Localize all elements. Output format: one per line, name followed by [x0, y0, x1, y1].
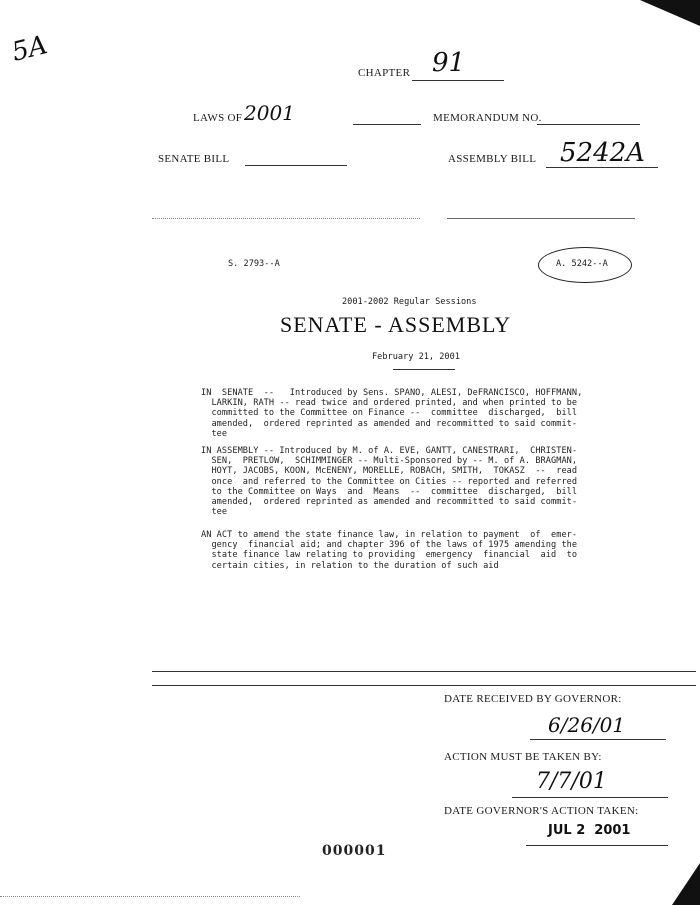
action-taken-label: DATE GOVERNOR'S ACTION TAKEN: [444, 805, 639, 817]
assembly-bill-line [546, 167, 658, 168]
action-deadline-value: 7/7/01 [536, 769, 607, 794]
chapter-value: 91 [432, 48, 466, 78]
bill-date: February 21, 2001 [372, 352, 460, 362]
senate-introduction-paragraph: IN SENATE -- Introduced by Sens. SPANO, ALESI, DeFRANCISCO, HOFFMANN, LARKIN, RATH -- read twice and ordered printed, and when printed to be committed to the Committee on Finance -- committee discharged, bill amended, ordered reprinted as amended and recommitted to said commit- tee [201, 388, 583, 439]
senate-bill-label: SENATE BILL [158, 153, 230, 165]
laws-blank-line [353, 124, 421, 125]
faint-line-left [152, 218, 420, 219]
chapter-label: CHAPTER [358, 67, 411, 79]
corner-mark-bottom [672, 863, 700, 905]
faint-line-right [447, 218, 635, 219]
chapter-underline [412, 80, 504, 81]
margin-mark: 5A [8, 30, 51, 68]
assembly-bill-label: ASSEMBLY BILL [448, 153, 537, 165]
date-received-label: DATE RECEIVED BY GOVERNOR: [444, 693, 622, 705]
divider-rule-1 [152, 671, 696, 672]
laws-value: 2001 [244, 101, 295, 125]
session-label: 2001-2002 Regular Sessions [342, 297, 477, 307]
page-title: SENATE - ASSEMBLY [280, 312, 512, 337]
date-received-line [530, 739, 666, 740]
action-deadline-line [512, 797, 668, 798]
act-paragraph: AN ACT to amend the state finance law, in relation to payment of emer- gency financial aid; and chapter 396 of the laws of 1975 amending the state finance law relating to providing emergency financial aid to certain cities, in relation to the duration of such aid [201, 530, 578, 571]
action-deadline-label: ACTION MUST BE TAKEN BY: [444, 751, 602, 763]
memo-label: MEMORANDUM NO. [433, 112, 542, 124]
date-underline [393, 369, 455, 370]
laws-label: LAWS OF [193, 112, 243, 124]
action-taken-line [526, 845, 668, 846]
senate-number: S. 2793--A [228, 259, 280, 269]
action-taken-stamp: JUL 2 2001 [548, 823, 631, 838]
corner-mark-top [640, 0, 700, 26]
date-received-value: 6/26/01 [548, 713, 626, 737]
footer-stamp: 000001 [322, 843, 387, 859]
bottom-scan-edge [0, 896, 300, 897]
assembly-number: A. 5242--A [556, 259, 608, 269]
divider-rule-2 [152, 685, 696, 686]
assembly-introduction-paragraph: IN ASSEMBLY -- Introduced by M. of A. EVE, GANTT, CANESTRARI, CHRISTEN- SEN, PRETLOW, SCHIMMINGER -- Multi-Sponsored by -- M. of A. BRAGMAN, HOYT, JACOBS, KOON, McENENY, MORELLE, ROBACH, SMITH, TOKASZ -- read once and referred to the Committee on Cities -- reported and referred to the Committee on Ways and Means -- committee discharged, bill amended, ordered reprinted as amended and recommitted to said commit- tee [201, 446, 578, 518]
assembly-bill-value: 5242A [560, 138, 645, 168]
senate-bill-line [245, 165, 347, 166]
memo-line [537, 124, 640, 125]
